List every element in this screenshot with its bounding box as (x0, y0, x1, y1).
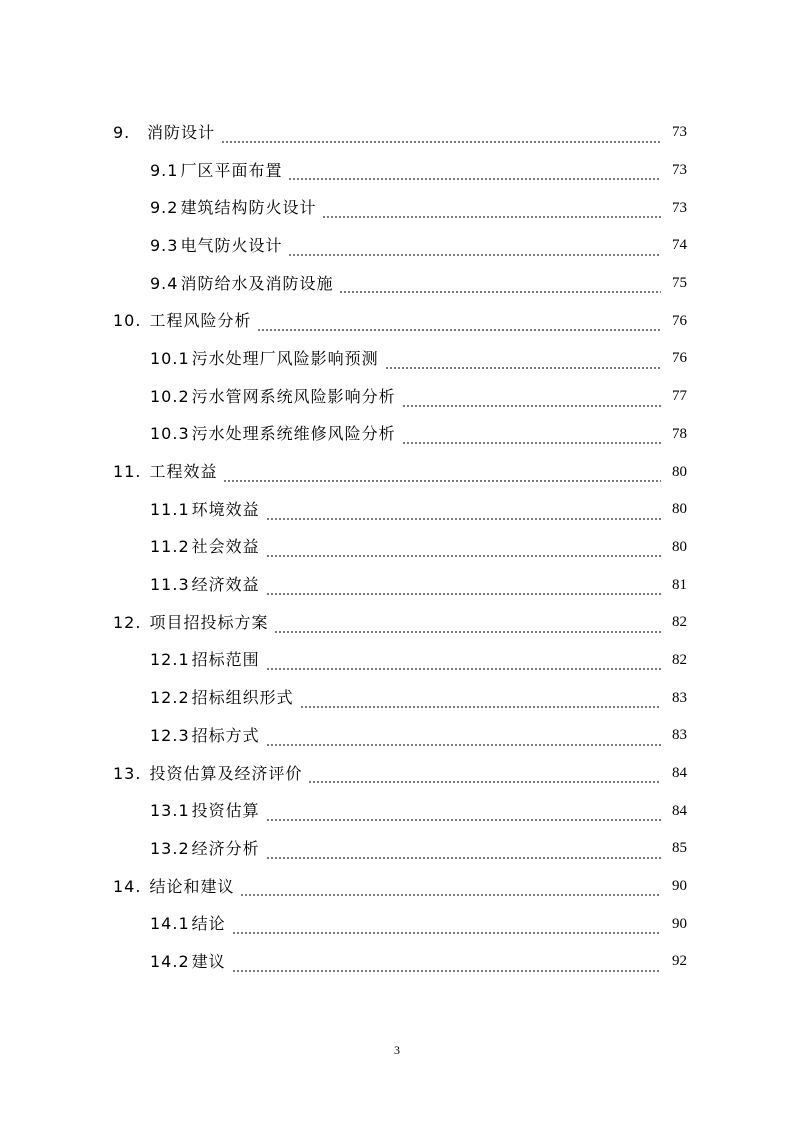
toc-entry-number: 11.1 (150, 499, 190, 519)
toc-entry-number: 12.1 (150, 650, 190, 670)
toc-entry-label (113, 876, 235, 896)
toc-entry-number: 11.2 (150, 537, 190, 557)
toc-entry-number: 10. (113, 311, 142, 331)
toc-section-entry[interactable] (0, 792, 794, 830)
toc-entry-label (150, 652, 260, 668)
dot-leader (266, 819, 661, 821)
toc-chapter-entry[interactable] (0, 868, 794, 906)
toc-entry-number: 10.1 (150, 348, 190, 368)
toc-section-entry[interactable] (0, 943, 794, 981)
toc-entry-title: 投资估算 (191, 801, 260, 821)
toc-entry-label (150, 499, 260, 519)
toc-entry-page: 73 (672, 199, 687, 216)
toc-entry-number: 10.3 (150, 424, 190, 444)
toc-section-entry[interactable] (0, 717, 794, 755)
toc-chapter-entry[interactable] (0, 604, 794, 642)
dot-leader (339, 291, 661, 293)
dot-leader (223, 480, 661, 482)
toc-entry-title: 污水处理厂风险影响预测 (191, 348, 379, 368)
toc-chapter-entry[interactable] (0, 114, 794, 152)
toc-entry-page: 80 (672, 463, 687, 480)
dot-leader (221, 141, 661, 143)
toc-entry-page: 78 (672, 425, 687, 442)
toc-section-entry[interactable] (0, 642, 794, 680)
dot-leader (232, 970, 661, 972)
toc-entry-page: 82 (672, 651, 687, 668)
toc-entry-label (150, 235, 283, 255)
toc-entry-title: 招标范围 (191, 650, 260, 670)
toc-entry-title: 工程风险分析 (149, 311, 252, 331)
toc-entry-number: 12.3 (150, 725, 190, 745)
toc-entry-label (150, 273, 334, 293)
toc-entry-number: 9.1 (150, 160, 179, 180)
toc-section-entry[interactable] (0, 416, 794, 454)
toc-entry-title: 结论 (191, 914, 226, 934)
toc-entry-number: 10.2 (150, 386, 190, 406)
toc-entry-number: 12. (113, 612, 142, 632)
toc-entry-number: 11. (113, 462, 142, 482)
toc-entry-page: 80 (672, 538, 687, 555)
toc-section-entry[interactable] (0, 265, 794, 303)
toc-entry-label (113, 763, 303, 783)
toc-entry-page: 83 (672, 689, 687, 706)
toc-section-entry[interactable] (0, 529, 794, 567)
toc-entry-title: 投资估算及经济评价 (149, 763, 303, 783)
toc-entry-label (150, 803, 260, 819)
toc-entry-label (150, 725, 260, 745)
toc-entry-page: 74 (672, 237, 687, 254)
toc-entry-number: 14.1 (150, 914, 190, 934)
toc-entry-label (150, 386, 396, 406)
toc-entry-page: 84 (672, 802, 687, 819)
toc-entry-label (150, 160, 283, 180)
toc-section-entry[interactable] (0, 340, 794, 378)
toc-entry-label (150, 348, 379, 368)
toc-entry-title: 污水处理系统维修风险分析 (191, 424, 396, 444)
dot-leader (232, 932, 661, 934)
toc-entry-number: 9. (113, 122, 131, 142)
toc-entry-page: 92 (672, 953, 687, 970)
toc-section-entry[interactable] (0, 152, 794, 190)
dot-leader (274, 631, 661, 633)
toc-entry-title: 电气防火设计 (180, 235, 283, 255)
toc-entry-page: 76 (672, 312, 687, 329)
toc-entry-label (150, 200, 316, 216)
toc-entry-title: 厂区平面布置 (180, 160, 283, 180)
toc-entry-page: 80 (672, 501, 687, 518)
toc-entry-title: 招标组织形式 (191, 688, 294, 708)
dot-leader (288, 254, 661, 256)
toc-entry-label (150, 838, 260, 858)
dot-leader (266, 857, 661, 859)
toc-entry-page: 75 (672, 275, 687, 292)
toc-chapter-entry[interactable] (0, 302, 794, 340)
toc-entry-label (150, 426, 396, 442)
toc-entry-page: 90 (672, 915, 687, 932)
toc-entry-title: 结论和建议 (149, 876, 235, 896)
toc-entry-number: 13.1 (150, 801, 190, 821)
dot-leader (385, 367, 661, 369)
toc-entry-title: 社会效益 (191, 537, 260, 557)
toc-entry-title: 污水管网系统风险影响分析 (191, 386, 396, 406)
toc-entry-page: 73 (672, 124, 687, 141)
toc-entry-number: 9.3 (150, 235, 179, 255)
toc-entry-label (150, 539, 260, 555)
toc-entry-title: 环境效益 (191, 499, 260, 519)
toc-section-entry[interactable] (0, 566, 794, 604)
toc-entry-title: 建议 (191, 951, 226, 971)
toc-entry-title: 消防设计 (147, 122, 216, 142)
toc-entry-label (113, 313, 251, 329)
dot-leader (240, 894, 661, 896)
dot-leader (266, 593, 661, 595)
toc-section-entry[interactable] (0, 679, 794, 717)
toc-chapter-entry[interactable] (0, 755, 794, 793)
toc-entry-number: 11.3 (150, 575, 190, 595)
page-number: 3 (394, 1043, 400, 1057)
toc-entry-number: 12.2 (150, 688, 190, 708)
toc-entry-title: 经济分析 (191, 838, 260, 858)
toc-entry-label (113, 612, 269, 632)
toc-entry-page: 77 (672, 388, 687, 405)
toc-entry-page: 73 (672, 162, 687, 179)
toc-entry-number: 9.2 (150, 198, 179, 218)
toc-entry-number: 13.2 (150, 838, 190, 858)
toc-entry-label (150, 916, 226, 932)
dot-leader (300, 706, 661, 708)
toc-section-entry[interactable] (0, 378, 794, 416)
dot-leader (308, 781, 661, 783)
toc-entry-title: 工程效益 (149, 462, 218, 482)
toc-entry-number: 9.4 (150, 273, 179, 293)
toc-entry-label (150, 951, 226, 971)
dot-leader (266, 668, 661, 670)
toc-entry-title: 招标方式 (191, 725, 260, 745)
dot-leader (288, 178, 661, 180)
toc-entry-page: 85 (672, 840, 687, 857)
dot-leader (322, 216, 661, 218)
toc-entry-page: 84 (672, 765, 687, 782)
dot-leader (266, 518, 661, 520)
toc-entry-label (150, 690, 294, 706)
toc-entry-label (150, 577, 260, 593)
toc-entry-title: 消防给水及消防设施 (180, 273, 334, 293)
toc-entry-number: 13. (113, 763, 142, 783)
toc-section-entry[interactable] (0, 491, 794, 529)
dot-leader (257, 329, 661, 331)
toc-entry-title: 经济效益 (191, 575, 260, 595)
toc-section-entry[interactable] (0, 905, 794, 943)
toc-entry-number: 14.2 (150, 951, 190, 971)
toc-entry-page: 76 (672, 350, 687, 367)
table-of-contents (0, 114, 794, 981)
toc-chapter-entry[interactable] (0, 453, 794, 491)
toc-entry-title: 项目招投标方案 (149, 612, 269, 632)
toc-section-entry[interactable] (0, 830, 794, 868)
dot-leader (402, 405, 661, 407)
dot-leader (402, 442, 661, 444)
toc-entry-page: 82 (672, 614, 687, 631)
toc-section-entry[interactable] (0, 189, 794, 227)
toc-entry-page: 83 (672, 727, 687, 744)
toc-entry-number: 14. (113, 876, 142, 896)
toc-entry-label (113, 122, 216, 142)
toc-entry-page: 81 (672, 576, 687, 593)
toc-entry-label (113, 464, 217, 480)
toc-section-entry[interactable] (0, 227, 794, 265)
dot-leader (266, 744, 661, 746)
toc-entry-page: 90 (672, 878, 687, 895)
dot-leader (266, 555, 661, 557)
toc-entry-title: 建筑结构防火设计 (180, 198, 317, 218)
